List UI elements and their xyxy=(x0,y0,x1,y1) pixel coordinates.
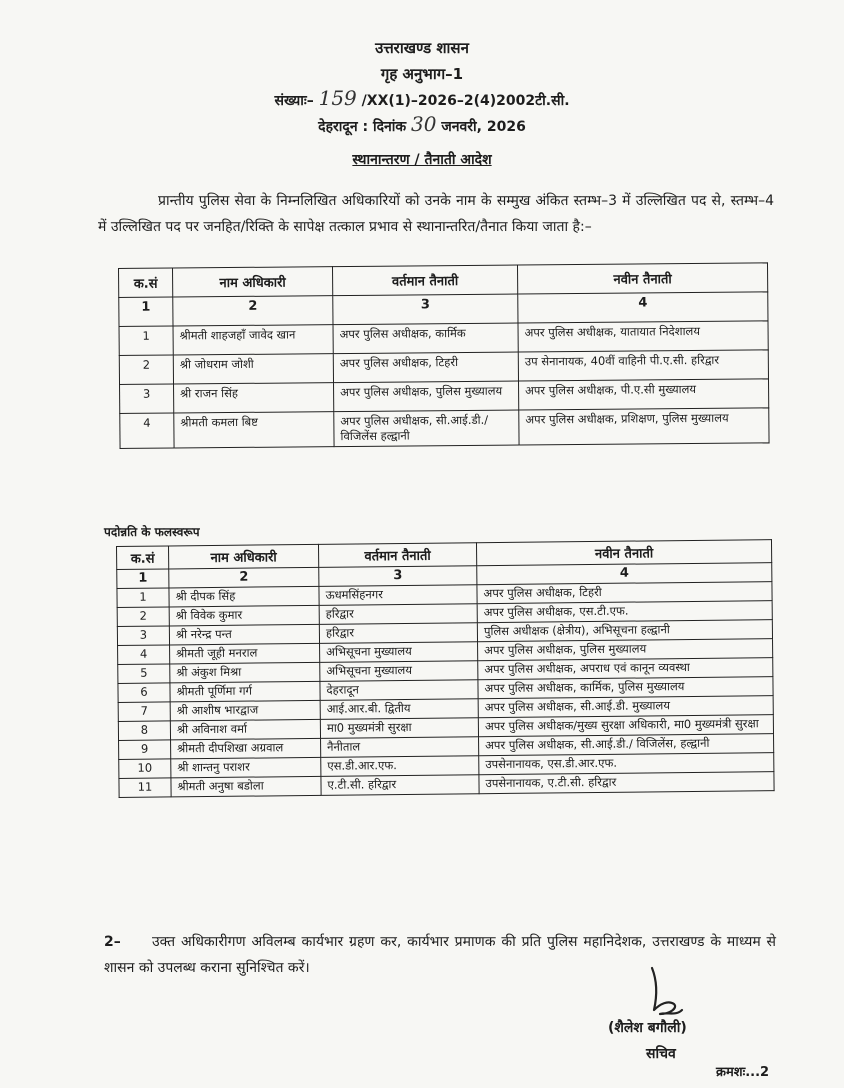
cell-sno: 5 xyxy=(118,664,170,684)
promotion-table xyxy=(116,539,775,798)
cell-new-posting: अपर पुलिस अधीक्षक, टिहरी xyxy=(477,582,772,604)
ref-number-handwritten: 159 xyxy=(318,86,357,110)
cell-current-posting: अभिसूचना मुख्यालय xyxy=(320,642,478,663)
cell-officer-name: श्री विवेक कुमार xyxy=(169,605,319,626)
cell-officer-name: श्री अविनाश वर्मा xyxy=(170,719,320,740)
cell-officer-name: श्री अंकुश मिश्रा xyxy=(170,662,320,683)
cell-officer-name: श्रीमती जूही मनराल xyxy=(170,643,320,664)
cell-officer-name: श्री राजन सिंह xyxy=(174,383,334,413)
cell-officer-name: श्री शान्तनु पराशर xyxy=(171,757,321,778)
date-suffix: जनवरी, 2026 xyxy=(441,119,526,135)
cell-officer-name: श्रीमती अनुषा बडोला xyxy=(171,776,321,797)
col-number: 3 xyxy=(319,566,477,587)
cell-officer-name: श्री दीपक सिंह xyxy=(169,586,319,607)
cell-sno: 2 xyxy=(119,355,173,384)
govt-heading: उत्तराखण्ड शासन xyxy=(375,39,469,57)
cell-current-posting: हरिद्वार xyxy=(319,604,477,625)
cell-sno: 10 xyxy=(119,759,171,779)
signatory-designation: सचिव xyxy=(646,1046,676,1062)
col-header-new-posting: नवीन तैनाती xyxy=(476,540,771,566)
cell-sno: 3 xyxy=(117,626,169,646)
continued-note: क्रमशः...2 xyxy=(716,1065,770,1080)
ref-prefix: संख्याः– xyxy=(274,93,314,109)
signatory-name: (शैलेश बगौली) xyxy=(608,1020,687,1036)
cell-current-posting: नैनीताल xyxy=(321,737,479,758)
col-header-name: नाम अधिकारी xyxy=(169,544,319,569)
intro-paragraph: प्रान्तीय पुलिस सेवा के निम्नलिखित अधिकारियों को उनके नाम के सम्मुख अंकित स्तम्भ–3 में उल्लिखित पद से, स्तम्भ–4 में उल्लिखित पद पर जनहित/रिक्ति के सापेक्ष तत्काल प्रभाव से स्थानान्तरित/तैनात किया जाता है:– xyxy=(98,193,774,235)
cell-sno: 4 xyxy=(120,413,174,448)
col-header-sno: क.सं xyxy=(119,268,173,297)
cell-sno: 1 xyxy=(119,326,173,355)
table-row xyxy=(120,408,769,449)
cell-new-posting: अपर पुलिस अधीक्षक, यातायात निदेशालय xyxy=(518,321,768,352)
promotion-section-title: पदोन्नति के फलस्वरूप xyxy=(104,525,200,539)
cell-new-posting: उप सेनानायक, 40वीं वाहिनी पी.ए.सी. हरिद्वार xyxy=(518,350,768,381)
cell-officer-name: श्री नरेन्द्र पन्त xyxy=(169,624,319,645)
cell-new-posting: अपर पुलिस अधीक्षक, प्रशिक्षण, पुलिस मुख्यालय xyxy=(519,408,769,445)
cell-officer-name: श्रीमती कमला बिष्ट xyxy=(174,412,334,448)
col-header-new-posting: नवीन तैनाती xyxy=(517,263,767,294)
cell-new-posting: अपर पुलिस अधीक्षक, पुलिस मुख्यालय xyxy=(478,639,773,661)
cell-sno: 8 xyxy=(118,721,170,741)
cell-current-posting: आई.आर.बी. द्वितीय xyxy=(320,699,478,720)
para-number: 2– xyxy=(104,934,121,950)
col-number: 1 xyxy=(117,569,169,589)
cell-sno: 4 xyxy=(118,645,170,665)
cell-officer-name: श्रीमती शाहजहाँ जावेद खान xyxy=(173,325,333,355)
cell-new-posting: अपर पुलिस अधीक्षक, पी.ए.सी मुख्यालय xyxy=(519,379,769,410)
col-number: 2 xyxy=(173,296,333,326)
cell-current-posting: ऊधमसिंहनगर xyxy=(319,585,477,606)
cell-new-posting: अपर पुलिस अधीक्षक, एस.टी.एफ. xyxy=(477,601,772,623)
col-number: 1 xyxy=(119,297,173,326)
cell-officer-name: श्री आशीष भारद्वाज xyxy=(170,700,320,721)
order-subject: स्थानान्तरण / तैनाती आदेश xyxy=(352,152,492,168)
para-text: उक्त अधिकारीगण अविलम्ब कार्यभार ग्रहण कर, कार्यभार प्रमाणक की प्रति पुलिस महानिदेशक, उत्तराखण्ड के माध्यम से शासन को उपलब्ध कराना सुनिश्चित करें। xyxy=(104,934,776,976)
cell-current-posting: एस.डी.आर.एफ. xyxy=(321,756,479,777)
place-date xyxy=(0,112,844,136)
cell-sno: 2 xyxy=(117,607,169,627)
signature-mark xyxy=(630,964,700,1022)
cell-current-posting: अपर पुलिस अधीक्षक, सी.आई.डी./विजिलेंस हल्द्वानी xyxy=(334,410,519,447)
ref-suffix: /XX(1)–2026–2(4)2002टी.सी. xyxy=(361,93,570,109)
cell-new-posting: अपर पुलिस अधीक्षक, सी.आई.डी./ विजिलेंस, हल्द्वानी xyxy=(479,734,774,756)
cell-officer-name: श्रीमती दीपशिखा अग्रवाल xyxy=(171,738,321,759)
col-number: 3 xyxy=(333,294,518,325)
reference-number xyxy=(0,86,844,110)
col-header-sno: क.सं xyxy=(117,546,169,570)
cell-officer-name: श्रीमती पूर्णिमा गर्ग xyxy=(170,681,320,702)
cell-current-posting: अपर पुलिस अधीक्षक, टिहरी xyxy=(333,352,518,383)
cell-sno: 9 xyxy=(119,740,171,760)
department-heading: गृह अनुभाग–1 xyxy=(380,65,464,83)
cell-new-posting: अपर पुलिस अधीक्षक, सी.आई.डी. मुख्यालय xyxy=(478,696,773,718)
col-number: 4 xyxy=(477,563,772,585)
cell-new-posting: अपर पुलिस अधीक्षक, अपराध एवं कानून व्यवस्था xyxy=(478,658,773,680)
date-prefix: देहरादून : दिनांक xyxy=(318,119,407,135)
col-header-current-posting: वर्तमान तैनाती xyxy=(332,265,517,296)
cell-current-posting: अपर पुलिस अधीक्षक, पुलिस मुख्यालय xyxy=(334,381,519,412)
transfer-table xyxy=(118,262,770,449)
cell-new-posting: उपसेनानायक, ए.टी.सी. हरिद्वार xyxy=(479,772,774,794)
cell-current-posting: हरिद्वार xyxy=(319,623,477,644)
cell-current-posting: ए.टी.सी. हरिद्वार xyxy=(321,775,479,796)
col-header-name: नाम अधिकारी xyxy=(173,267,333,297)
date-day-handwritten: 30 xyxy=(411,112,437,136)
cell-current-posting: अपर पुलिस अधीक्षक, कार्मिक xyxy=(333,323,518,354)
cell-current-posting: मा0 मुख्यमंत्री सुरक्षा xyxy=(320,718,478,739)
cell-new-posting: उपसेनानायक, एस.डी.आर.एफ. xyxy=(479,753,774,775)
cell-new-posting: पुलिस अधीक्षक (क्षेत्रीय), अभिसूचना हल्द्वानी xyxy=(477,620,772,642)
cell-current-posting: देहरादून xyxy=(320,680,478,701)
cell-officer-name: श्री जोधराम जोशी xyxy=(173,354,333,384)
cell-new-posting: अपर पुलिस अधीक्षक, कार्मिक, पुलिस मुख्यालय xyxy=(478,677,773,699)
cell-sno: 1 xyxy=(117,588,169,608)
cell-sno: 7 xyxy=(118,702,170,722)
cell-sno: 6 xyxy=(118,683,170,703)
col-number: 4 xyxy=(518,292,768,323)
cell-current-posting: अभिसूचना मुख्यालय xyxy=(320,661,478,682)
col-header-current-posting: वर्तमान तैनाती xyxy=(318,543,476,568)
cell-sno: 3 xyxy=(120,384,174,413)
cell-new-posting: अपर पुलिस अधीक्षक/मुख्य सुरक्षा अधिकारी, मा0 मुख्यमंत्री सुरक्षा xyxy=(478,715,773,737)
col-number: 2 xyxy=(169,567,319,588)
cell-sno: 11 xyxy=(119,778,171,798)
